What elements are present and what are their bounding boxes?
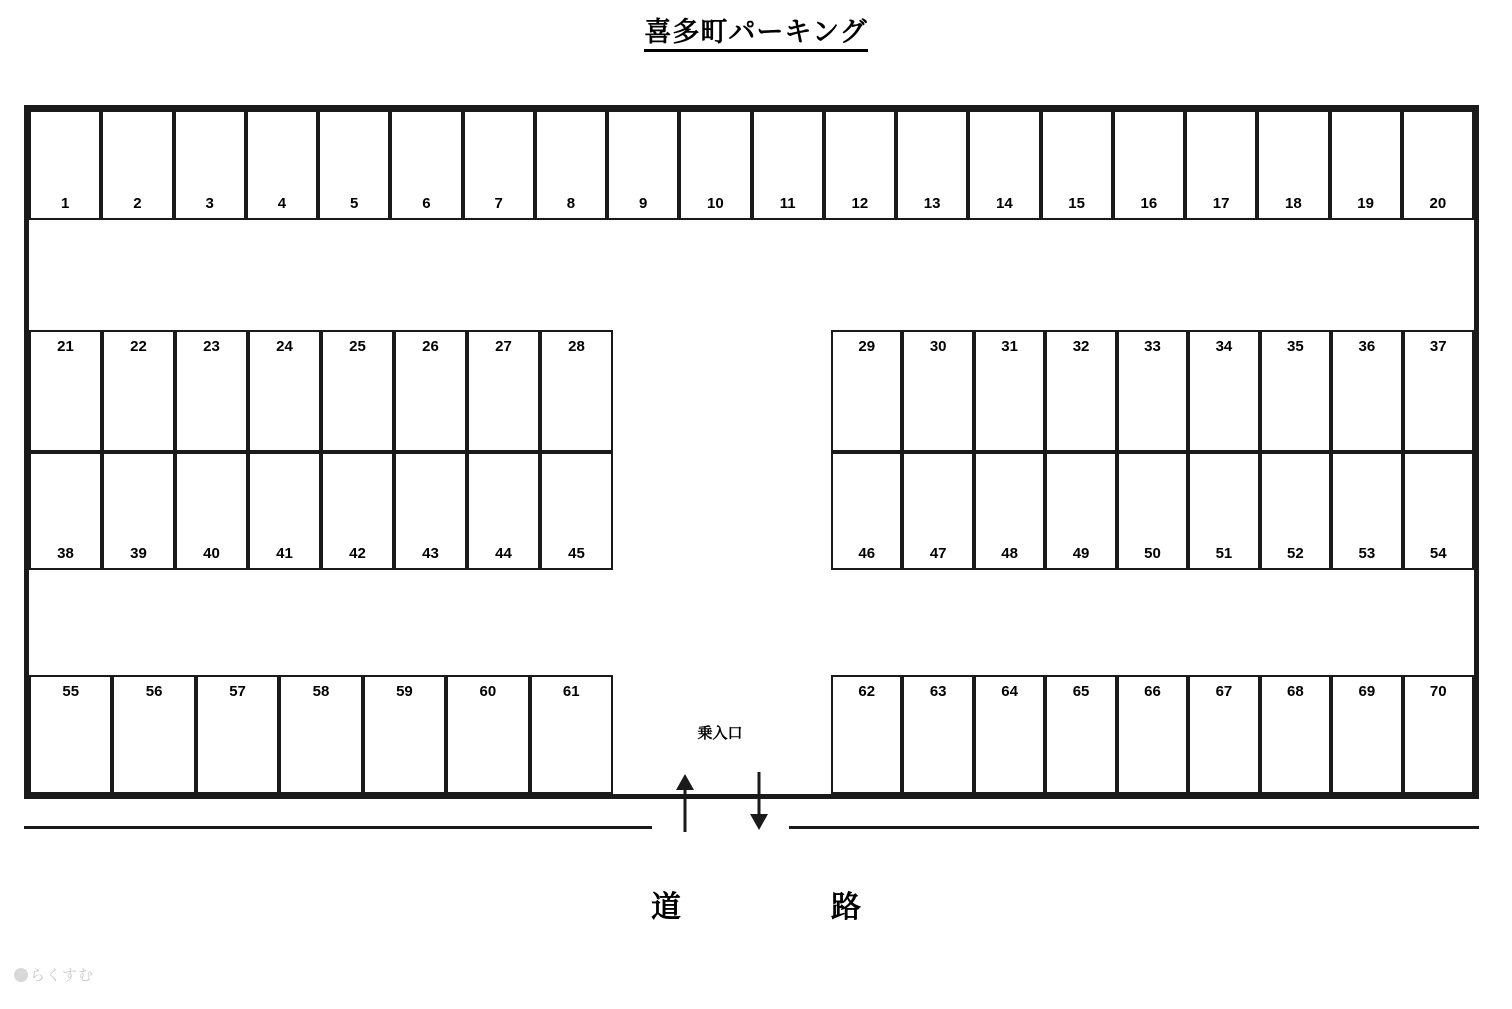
stall-number: 8 — [566, 195, 576, 212]
parking-stall[interactable] — [394, 330, 467, 452]
stall-number: 49 — [1072, 545, 1090, 562]
parking-stall[interactable] — [446, 675, 529, 794]
parking-stall[interactable] — [540, 452, 613, 570]
stall-number: 2 — [133, 195, 142, 212]
road-label-char-2: 路 — [831, 891, 861, 924]
parking-stall[interactable] — [318, 110, 390, 220]
entrance-label: 乗入口 — [697, 725, 743, 742]
parking-stall[interactable] — [175, 452, 248, 570]
stall-number: 1 — [60, 195, 70, 212]
watermark-text: らくすむ — [30, 967, 95, 984]
parking-stall[interactable] — [1331, 452, 1402, 570]
arrow-up-icon — [668, 772, 702, 832]
stall-number: 22 — [130, 338, 147, 355]
parking-stall[interactable] — [1330, 110, 1402, 220]
parking-stall[interactable] — [896, 110, 968, 220]
parking-stall[interactable] — [1185, 110, 1257, 220]
parking-stall[interactable] — [1113, 110, 1185, 220]
parking-stall[interactable] — [1188, 330, 1259, 452]
stall-number: 57 — [229, 683, 246, 700]
stall-number: 69 — [1358, 683, 1376, 700]
stall-number: 35 — [1287, 338, 1304, 355]
stall-row-4-right — [831, 675, 1474, 794]
stall-number: 9 — [638, 195, 648, 212]
stall-number: 30 — [929, 338, 947, 355]
stall-number: 58 — [312, 683, 330, 700]
stall-number: 61 — [562, 683, 580, 700]
parking-stall[interactable] — [248, 452, 321, 570]
parking-stall[interactable] — [1117, 330, 1188, 452]
stall-number: 14 — [996, 195, 1013, 212]
road-line-left — [24, 826, 652, 829]
parking-stall[interactable] — [902, 330, 973, 452]
parking-stall[interactable] — [279, 675, 362, 794]
stall-number: 42 — [349, 545, 366, 562]
stall-number: 51 — [1215, 545, 1233, 562]
page-title-text: 喜多町パーキング — [644, 17, 867, 52]
parking-stall[interactable] — [968, 110, 1040, 220]
parking-stall[interactable] — [1403, 675, 1474, 794]
parking-stall[interactable] — [974, 675, 1045, 794]
parking-stall[interactable] — [29, 330, 102, 452]
parking-stall[interactable] — [1188, 675, 1259, 794]
parking-stall[interactable] — [1331, 330, 1402, 452]
parking-stall[interactable] — [530, 675, 613, 794]
parking-stall[interactable] — [174, 110, 246, 220]
stall-number: 21 — [57, 338, 74, 355]
parking-stall[interactable] — [752, 110, 824, 220]
parking-stall[interactable] — [540, 330, 613, 452]
stall-number: 36 — [1358, 338, 1376, 355]
parking-stall[interactable] — [196, 675, 279, 794]
stall-number: 38 — [57, 545, 74, 562]
parking-stall[interactable] — [321, 330, 394, 452]
stall-number: 15 — [1068, 195, 1085, 212]
parking-stall[interactable] — [1260, 330, 1331, 452]
parking-stall[interactable] — [390, 110, 462, 220]
parking-stall[interactable] — [1045, 675, 1116, 794]
parking-stall[interactable] — [831, 330, 902, 452]
stall-number: 5 — [349, 195, 359, 212]
stall-number: 41 — [276, 545, 293, 562]
parking-stall[interactable] — [1260, 452, 1331, 570]
parking-stall[interactable] — [246, 110, 318, 220]
stall-number: 45 — [568, 545, 585, 562]
parking-stall[interactable] — [463, 110, 535, 220]
stall-number: 3 — [205, 195, 214, 212]
stall-number: 52 — [1287, 545, 1304, 562]
stall-number: 4 — [277, 195, 287, 212]
parking-stall[interactable] — [29, 452, 102, 570]
stall-row-1 — [29, 110, 1474, 220]
stall-number: 60 — [479, 683, 497, 700]
stall-number: 56 — [145, 683, 163, 700]
stall-number: 62 — [858, 683, 876, 700]
parking-stall[interactable] — [1331, 675, 1402, 794]
parking-stall[interactable] — [102, 330, 175, 452]
road-label-char-1: 道 — [651, 891, 681, 924]
stall-number: 29 — [858, 338, 876, 355]
parking-stall[interactable] — [974, 452, 1045, 570]
stall-number: 44 — [495, 545, 512, 562]
stall-number: 25 — [349, 338, 366, 355]
parking-stall[interactable] — [1403, 452, 1474, 570]
stall-number: 28 — [568, 338, 585, 355]
parking-stall[interactable] — [1257, 110, 1329, 220]
parking-stall[interactable] — [112, 675, 195, 794]
parking-stall[interactable] — [902, 675, 973, 794]
stall-row-2-left — [29, 330, 613, 452]
parking-stall[interactable] — [1045, 330, 1116, 452]
stall-number: 70 — [1429, 683, 1447, 700]
stall-number: 63 — [929, 683, 947, 700]
parking-stall[interactable] — [824, 110, 896, 220]
parking-stall[interactable] — [1045, 452, 1116, 570]
stall-number: 64 — [1001, 683, 1018, 700]
stall-number: 31 — [1001, 338, 1018, 355]
parking-stall[interactable] — [1041, 110, 1113, 220]
stall-number: 68 — [1287, 683, 1304, 700]
parking-stall[interactable] — [467, 330, 540, 452]
stall-number: 59 — [396, 683, 413, 700]
stall-number: 50 — [1144, 545, 1161, 562]
stall-row-3-left — [29, 452, 613, 570]
stall-number: 53 — [1358, 545, 1376, 562]
stall-number: 11 — [779, 195, 796, 212]
parking-stall[interactable] — [363, 675, 446, 794]
parking-stall[interactable] — [175, 330, 248, 452]
stall-number: 17 — [1212, 195, 1230, 212]
parking-stall[interactable] — [1117, 675, 1188, 794]
stall-number: 20 — [1429, 195, 1447, 212]
stall-number: 67 — [1215, 683, 1233, 700]
stall-number: 18 — [1285, 195, 1302, 212]
parking-stall[interactable] — [607, 110, 679, 220]
stall-number: 23 — [203, 338, 220, 355]
parking-stall[interactable] — [321, 452, 394, 570]
parking-stall[interactable] — [902, 452, 973, 570]
stall-number: 27 — [495, 338, 512, 355]
stall-number: 55 — [62, 683, 80, 700]
parking-stall[interactable] — [831, 675, 902, 794]
parking-stall[interactable] — [1188, 452, 1259, 570]
parking-stall[interactable] — [248, 330, 321, 452]
stall-number: 34 — [1215, 338, 1233, 355]
parking-stall[interactable] — [1260, 675, 1331, 794]
stall-number: 7 — [494, 195, 503, 212]
parking-stall[interactable] — [679, 110, 751, 220]
stall-number: 65 — [1072, 683, 1090, 700]
parking-stall[interactable] — [1117, 452, 1188, 570]
watermark — [14, 964, 94, 985]
parking-stall[interactable] — [467, 452, 540, 570]
road-line-right — [789, 826, 1479, 829]
stall-number: 46 — [858, 545, 876, 562]
stall-row-4-left — [29, 675, 613, 794]
stall-number: 54 — [1429, 545, 1447, 562]
stall-number: 26 — [422, 338, 439, 355]
parking-stall[interactable] — [29, 675, 112, 794]
stall-number: 33 — [1144, 338, 1161, 355]
watermark-dot-icon — [14, 968, 28, 982]
parking-stall[interactable] — [29, 110, 101, 220]
road-label — [0, 882, 1512, 926]
parking-stall[interactable] — [535, 110, 607, 220]
parking-stall[interactable] — [831, 452, 902, 570]
parking-stall[interactable] — [394, 452, 467, 570]
stall-number: 10 — [707, 195, 724, 212]
stall-number: 66 — [1144, 683, 1161, 700]
parking-stall[interactable] — [102, 452, 175, 570]
stall-number: 43 — [422, 545, 439, 562]
stall-number: 19 — [1357, 195, 1374, 212]
stall-number: 40 — [203, 545, 220, 562]
parking-stall[interactable] — [1403, 330, 1474, 452]
stall-number: 47 — [929, 545, 947, 562]
parking-stall[interactable] — [101, 110, 173, 220]
parking-stall[interactable] — [974, 330, 1045, 452]
arrow-down-icon — [742, 772, 776, 832]
stall-row-2-right — [831, 330, 1474, 452]
stall-number: 48 — [1001, 545, 1018, 562]
stall-number: 6 — [422, 195, 431, 212]
stall-number: 13 — [923, 195, 941, 212]
stall-number: 16 — [1140, 195, 1158, 212]
parking-stall[interactable] — [1402, 110, 1474, 220]
page-title — [0, 10, 1512, 49]
stall-number: 32 — [1072, 338, 1090, 355]
stall-row-3-right — [831, 452, 1474, 570]
stall-number: 24 — [276, 338, 293, 355]
stall-number: 37 — [1429, 338, 1447, 355]
stall-number: 12 — [851, 195, 869, 212]
stall-number: 39 — [130, 545, 147, 562]
